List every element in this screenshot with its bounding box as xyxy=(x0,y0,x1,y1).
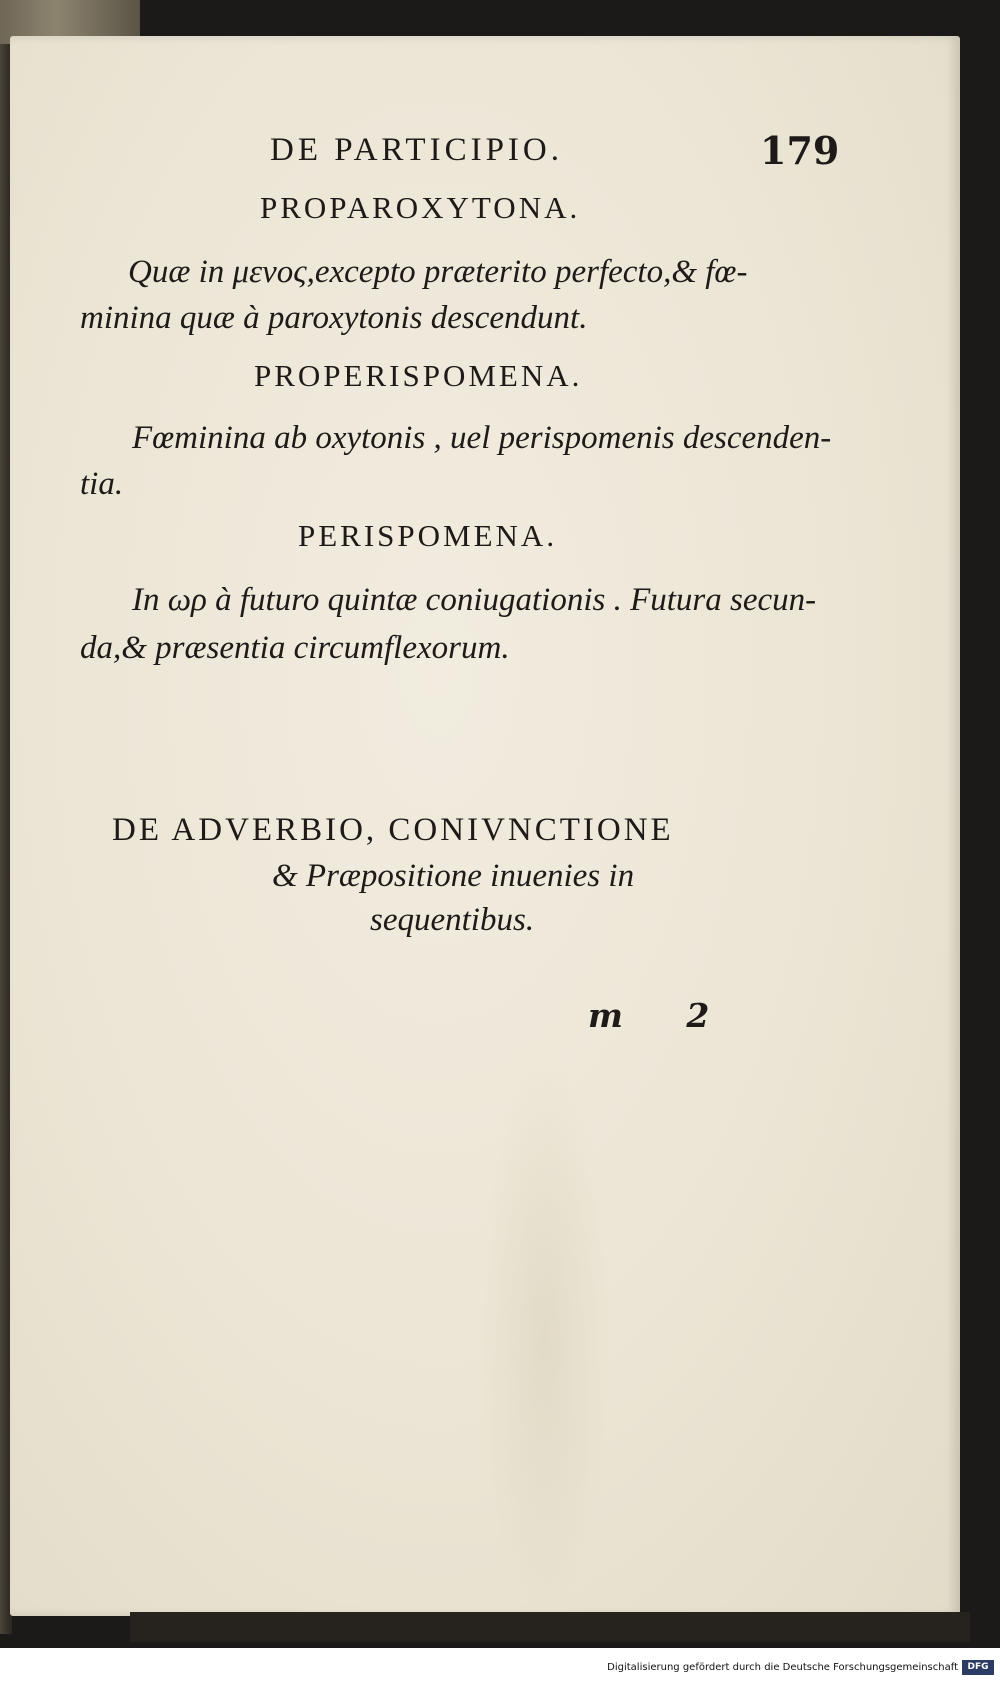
text-line: minina quæ à paroxytonis descendunt. xyxy=(80,300,588,336)
closing-heading: DE ADVERBIO, CONIVNCTIONE xyxy=(112,812,674,848)
section-heading: PROPAROXYTONA. xyxy=(260,190,581,225)
text-line: Fœminina ab oxytonis , uel perispomenis descenden- xyxy=(132,420,832,456)
closing-line: sequentibus. xyxy=(370,902,535,938)
footer-credit: Digitalisierung gefördert durch die Deutsche Forschungsgemeinschaft xyxy=(607,1662,958,1673)
section-heading: PERISPOMENA. xyxy=(298,518,558,553)
text-line: In ωρ à futuro quintæ coniugationis . Futura secun- xyxy=(132,582,817,618)
section-heading: PROPERISPOMENA. xyxy=(254,358,583,393)
page-number: 179 xyxy=(760,128,840,173)
book-bottom-edge xyxy=(130,1612,970,1642)
text-line: tia. xyxy=(80,466,124,502)
text-line: Quæ in μενος,excepto præterito perfecto,& fœ- xyxy=(128,254,748,290)
closing-line: & Præpositione inuenies in xyxy=(272,858,635,894)
dfg-logo: DFG xyxy=(962,1660,994,1675)
paper-stain xyxy=(480,1056,610,1616)
running-head: DE PARTICIPIO. xyxy=(270,132,563,168)
text-line: da,& præsentia circumflexorum. xyxy=(80,630,510,666)
signature-mark: m 2 xyxy=(588,996,736,1035)
